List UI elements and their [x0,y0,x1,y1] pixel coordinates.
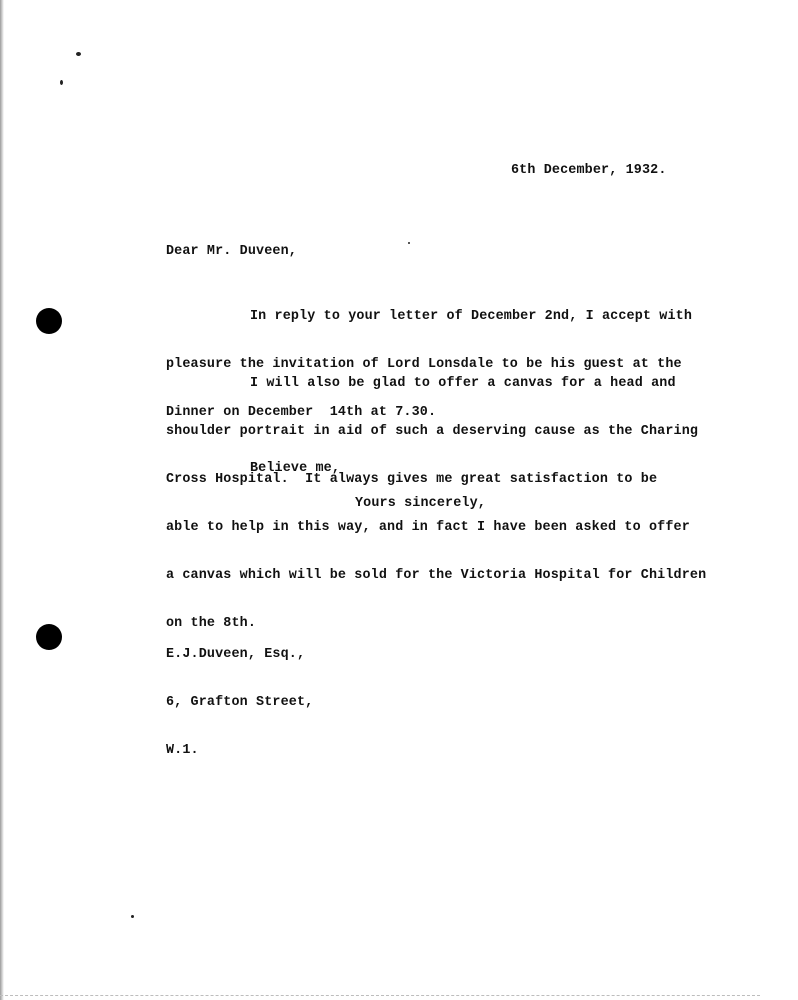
paragraph-2-line: on the 8th. [166,616,257,631]
paragraph-1-line: pleasure the invitation of Lord Lonsdale to be his guest at the [166,357,682,372]
salutation: Dear Mr. Duveen, [166,244,297,259]
paragraph-2-line: able to help in this way, and in fact I have been asked to offer [166,520,690,535]
punch-hole-upper [36,308,62,334]
believe-me: Believe me, [250,461,341,476]
paragraph-2-line: a canvas which will be sold for the Victoria Hospital for Children [166,568,707,583]
paragraph-1-line: Dinner on December 14th at 7.30. [166,405,437,420]
address-line: E.J.Duveen, Esq., [166,647,306,662]
paragraph-1-line: In reply to your letter of December 2nd, I accept with [250,309,693,324]
address-line: W.1. [166,743,199,758]
letter-date: 6th December, 1932. [511,163,667,178]
address-line: 6, Grafton Street, [166,695,314,710]
paragraph-2-line: Cross Hospital. It always gives me great satisfaction to be [166,472,658,487]
scan-speck [408,242,410,244]
recipient-address [166,615,313,791]
scan-left-edge [0,0,4,1000]
closing: Yours sincerely, [355,496,486,511]
scan-speck [131,915,134,918]
scan-speck [76,52,81,56]
paragraph-2-line: shoulder portrait in aid of such a deserving cause as the Charing [166,424,699,439]
punch-hole-lower [36,624,62,650]
scan-speck [60,80,63,85]
scan-bottom-edge [0,994,760,996]
paragraph-2-line: I will also be glad to offer a canvas for a head and [250,376,676,391]
